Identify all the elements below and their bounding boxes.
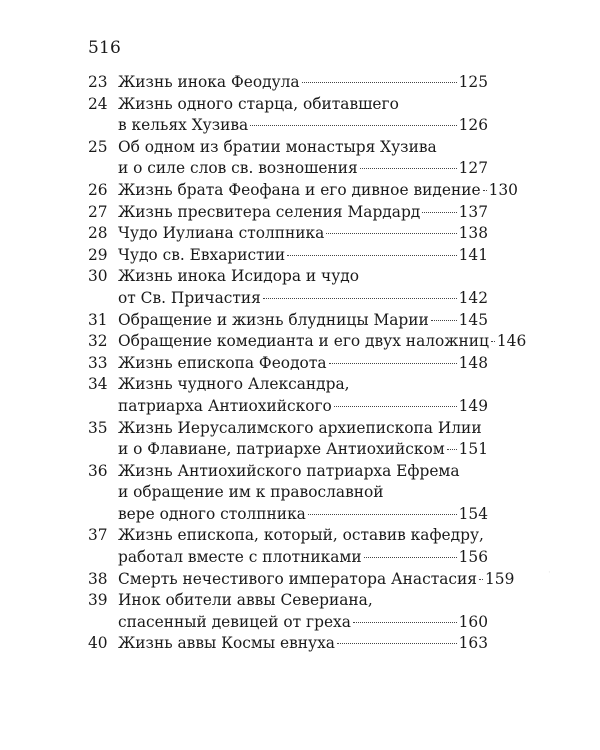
entry-title-line [118,94,488,116]
toc-entry [88,266,488,309]
toc-entry [88,245,488,267]
entry-title-block [118,633,488,655]
entry-number: 30 [88,267,108,286]
dot-leader [302,82,457,83]
entry-title-block [118,245,488,267]
entry-title-block [118,461,488,526]
entry-title-text: Жизнь Иерусалимского архиепископа Илии [118,418,482,437]
entry-title-text: спасенный девицей от греха [118,612,351,631]
entry-title-text: и обращение им к православной [118,483,384,502]
entry-number: 38 [88,569,108,588]
entry-number: 26 [88,180,108,199]
toc-entry [88,461,488,526]
entry-title-line [118,525,488,547]
entry-title-text: Жизнь аввы Космы евнуха [118,634,335,653]
toc-entry [88,137,488,180]
entry-title-text: и о силе слов св. возношения [118,159,358,178]
entry-number: 33 [88,353,108,372]
entry-title-line [118,266,488,288]
page-number: 516 [88,38,122,58]
entry-title-line [118,633,488,655]
entry-page-number: 130 [488,180,518,199]
toc-entry [88,310,488,332]
faint-scan-mark: · [548,568,551,578]
entry-title-line [118,310,488,332]
entry-title-line [118,202,488,224]
dot-leader [337,643,457,644]
entry-title-text: работал вместе с плотниками [118,548,362,567]
dot-leader [422,212,456,213]
entry-title-block [118,94,488,137]
entry-title-block [118,590,488,633]
entry-page-number: 160 [458,612,488,631]
entry-title-block [118,525,488,568]
entry-title-text: и о Флавиане, патриархе Антиохийском [118,440,445,459]
entry-page-number: 127 [458,159,488,178]
entry-title-line [118,115,488,137]
entry-number: 32 [88,332,108,351]
entry-number: 31 [88,310,108,329]
entry-title-line [118,288,488,310]
entry-title-block [118,569,515,591]
toc-entry [88,223,488,245]
toc-entry [88,374,488,417]
dot-leader [364,557,457,558]
entry-title-block [118,137,488,180]
entry-title-text: Об одном из братии монастыря Хузива [118,137,437,156]
dot-leader [334,406,457,407]
entry-title-text: Жизнь чудного Александра, [118,375,350,394]
entry-title-text: Жизнь епископа, который, оставив кафедру, [118,526,484,545]
toc-entry [88,418,488,461]
dot-leader [447,449,457,450]
dot-leader [483,190,487,191]
entry-number: 36 [88,461,108,480]
entry-number: 27 [88,202,108,221]
entry-title-line [118,569,515,591]
entry-title-text: Смерть нечестивого императора Анастасия [118,569,477,588]
entry-page-number: 154 [458,504,488,523]
toc-entry [88,72,488,94]
entry-title-line [118,353,488,375]
entry-page-number: 159 [485,569,515,588]
dot-leader [263,298,457,299]
entry-title-line [118,223,488,245]
entry-number: 35 [88,418,108,437]
toc-entry [88,94,488,137]
entry-page-number: 145 [458,310,488,329]
dot-leader [431,320,457,321]
entry-title-block [118,266,488,309]
entry-page-number: 156 [458,548,488,567]
entry-title-text: Жизнь пресвитера селения Мардард [118,202,421,221]
entry-title-block [118,223,488,245]
entry-page-number: 151 [458,440,488,459]
entry-title-block [118,180,518,202]
entry-title-line [118,504,488,526]
entry-number: 23 [88,73,108,91]
entry-title-block [118,72,488,94]
entry-title-line [118,374,488,396]
entry-page-number: 137 [458,202,488,221]
entry-title-text: в кельях Хузива [118,116,249,135]
entry-number: 39 [88,591,108,610]
entry-title-text: Жизнь инока Феодула [118,73,300,91]
entry-number: 24 [88,94,108,113]
entry-title-block [118,310,488,332]
entry-number: 29 [88,245,108,264]
entry-number: 40 [88,634,108,653]
entry-title-text: Жизнь инока Исидора и чудо [118,267,360,286]
entry-title-line [118,72,488,94]
entry-title-line [118,158,488,180]
entry-page-number: 149 [458,396,488,415]
dot-leader [326,233,456,234]
toc-entry [88,331,527,353]
dot-leader [360,168,457,169]
entry-title-text: Жизнь брата Феофана и его дивное видение [118,180,481,199]
entry-number: 34 [88,375,108,394]
entry-title-line [118,439,488,461]
toc-entry [88,202,488,224]
entry-title-block [118,418,488,461]
entry-page-number: 138 [458,224,488,243]
entry-title-text: Жизнь одного старца, обитавшего [118,94,399,113]
entry-page-number: 125 [458,73,488,91]
entry-title-text: Инок обители аввы Севериана, [118,591,373,610]
entry-title-block [118,353,488,375]
entry-page-number: 126 [458,116,488,135]
entry-title-line [118,245,488,267]
entry-title-text: вере одного столпника [118,504,306,523]
entry-title-text: от Св. Причастия [118,288,261,307]
toc-entry [88,525,488,568]
entry-title-block [118,202,488,224]
entry-title-line [118,461,488,483]
toc-entry [88,180,518,202]
entry-number: 28 [88,224,108,243]
dot-leader [308,514,457,515]
dot-leader [287,255,456,256]
dot-leader [491,341,495,342]
dot-leader [353,622,457,623]
entry-title-line [118,180,518,202]
entry-page-number: 142 [458,288,488,307]
entry-title-text: Чудо Иулиана столпника [118,224,325,243]
table-of-contents [88,72,527,655]
entry-page-number: 146 [496,332,527,351]
toc-entry [88,590,488,633]
entry-title-text: Чудо св. Евхаристии [118,245,286,264]
dot-leader [329,363,457,364]
toc-entry [88,633,488,655]
entry-number: 25 [88,137,108,156]
toc-entry [88,569,515,591]
entry-title-line [118,612,488,634]
entry-page-number: 163 [458,634,488,653]
entry-title-line [118,418,488,440]
entry-title-line [118,482,488,504]
entry-title-line [118,547,488,569]
entry-title-text: Жизнь епископа Феодота [118,353,327,372]
entry-title-line [118,590,488,612]
entry-title-line [118,396,488,418]
entry-title-text: патриарха Антиохийского [118,396,332,415]
entry-title-line [118,331,527,353]
entry-number: 37 [88,526,108,545]
entry-title-text: Обращение комедианта и его двух наложниц [118,332,489,351]
entry-title-block [118,331,527,353]
entry-title-text: Жизнь Антиохийского патриарха Ефрема [118,461,460,480]
entry-page-number: 148 [458,353,488,372]
dot-leader [479,579,483,580]
entry-page-number: 141 [458,245,488,264]
toc-entry [88,353,488,375]
dot-leader [250,125,456,126]
entry-title-text: Обращение и жизнь блудницы Марии [118,310,429,329]
entry-title-line [118,137,488,159]
entry-title-block [118,374,488,417]
